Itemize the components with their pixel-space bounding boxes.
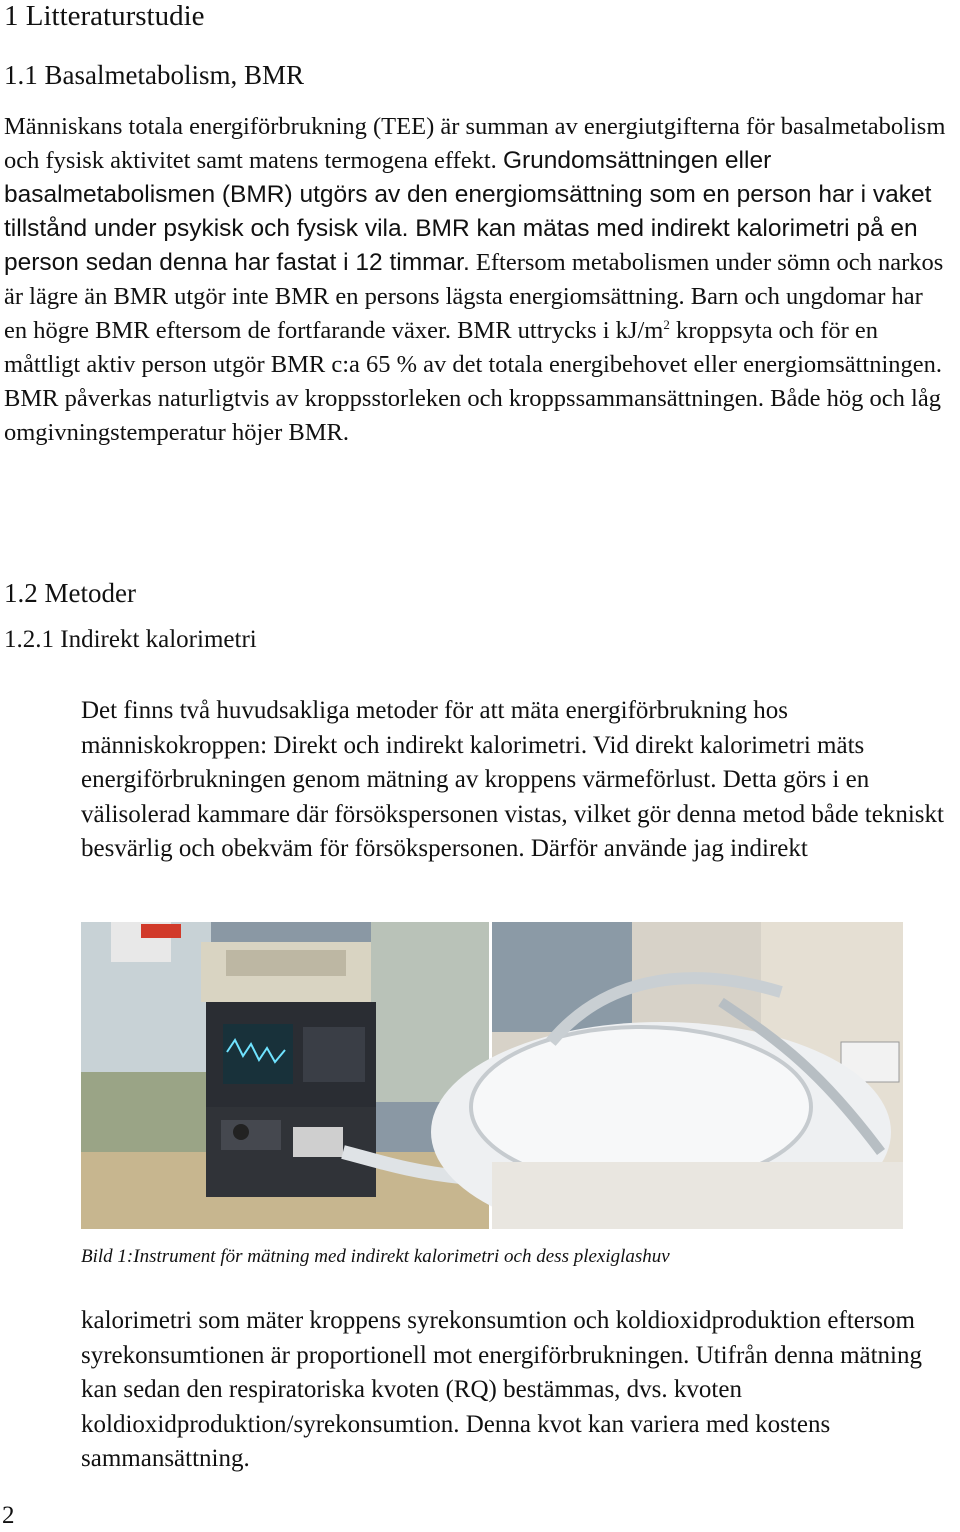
bmr-text-part3: Eftersom metabolismen under sömn och narkos är lägre än BMR utgör inte BMR en persons lägsta energiomsättning. Barn och ungdomar har en högre BMR eftersom de fortfarande växer. BMR uttrycks i kJ/m <box>4 249 944 344</box>
bmr-text-part2: Grundomsättningen eller basalmetabolismen (BMR) utgörs av den energiomsättning som en person har i vaket tillstånd under psykisk och fysisk vila. BMR kan mätas med indirekt kalorimetri på en person sedan denna har fastat i 12 timmar. <box>4 147 932 276</box>
chapter-heading: 1 Litteraturstudie <box>4 0 205 32</box>
plexiglass-hood-photo <box>431 922 903 1229</box>
section-heading-metoder: 1.2 Metoder <box>4 578 136 608</box>
figure-photos <box>81 922 903 1229</box>
methods-paragraph: Det finns två huvudsakliga metoder för att mäta energiförbrukning hos människokroppen: Direkt och indirekt kalorimetri. Vid direkt kalorimetri mäts energiförbrukningen genom mätning av kroppens värmeförlust. Detta görs i en välisolerad kammare där försökspersonen vistas, vilket gör denna metod både tekniskt besvärlig och obekväm för försökspersonen. Därför använde jag indirekt <box>81 697 944 862</box>
figure-caption: Bild 1:Instrument för mätning med indirekt kalorimetri och dess plexiglashuv <box>81 1246 670 1267</box>
bmr-paragraph <box>4 110 949 450</box>
bmr-text-part4: kroppsyta och för en måttligt aktiv person utgör BMR c:a 65 % av det totala energibehovet eller energiomsättningen. BMR påverkas naturligtvis av kroppsstorleken och kroppssammansättningen. Både hög och låg omgivningstemperatur höjer BMR. <box>4 317 943 446</box>
continuation-paragraph: kalorimetri som mäter kroppens syrekonsumtion och koldioxidproduktion eftersom syrekonsumtionen är proportionell mot energiförbrukningen. Utifrån denna mätning kan sedan den respiratoriska kvoten (RQ) bestämmas, dvs. kvoten koldioxidproduktion/syrekonsumtion. Denna kvot kan variera med kostens sammansättning. <box>81 1307 923 1472</box>
superscript-2: 2 <box>663 317 670 332</box>
section-heading-bmr: 1.1 Basalmetabolism, BMR <box>4 60 304 90</box>
bmr-text-part1: Människans totala energiförbrukning (TEE) är summan av energiutgifterna för basalmetabolism och fysisk aktivitet samt matens termogena effekt. <box>4 113 946 174</box>
page-number: 2 <box>2 1502 15 1529</box>
subsection-heading-indirekt-kalorimetri: 1.2.1 Indirekt kalorimetri <box>4 626 257 653</box>
calorimeter-instrument-photo <box>81 922 489 1229</box>
